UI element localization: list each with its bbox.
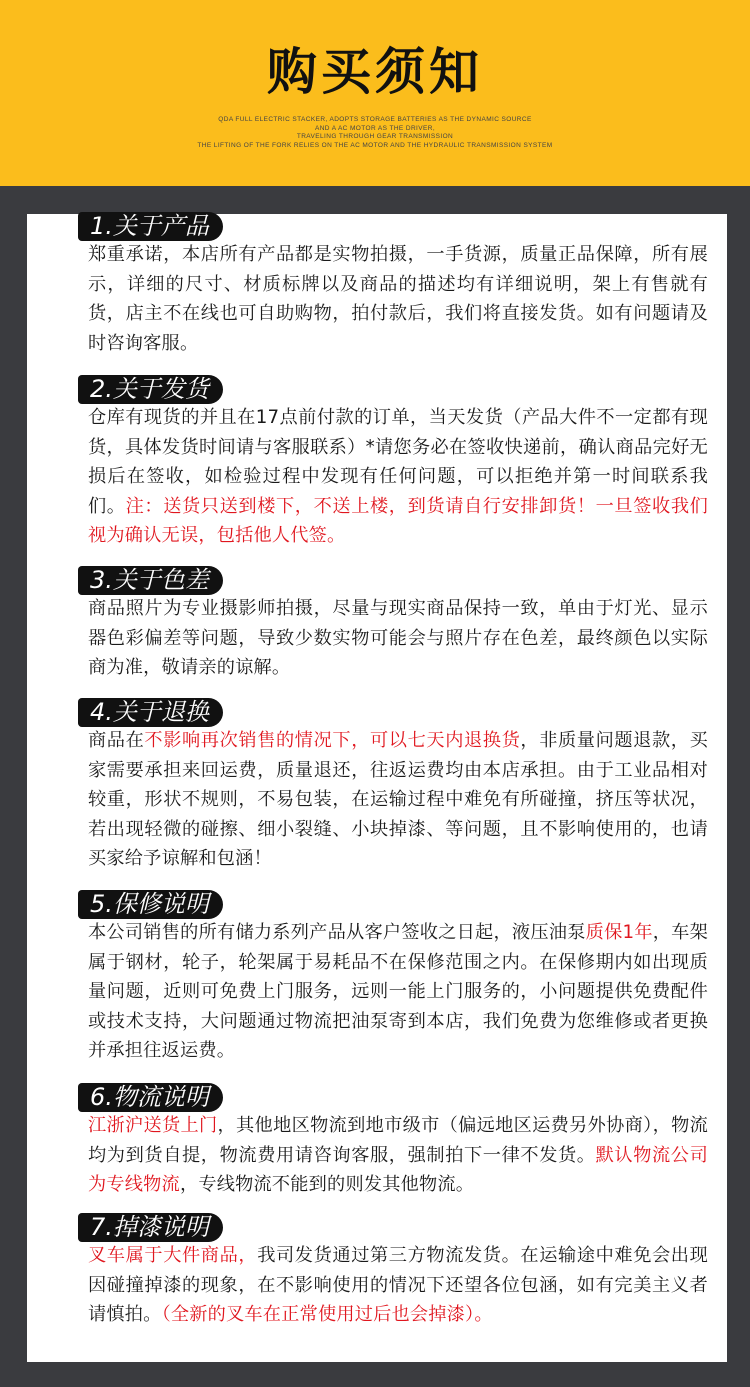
highlight-text: 注：送货只送到楼下，不送上楼，到货请自行安排卸货！一旦签收我们视为确认无误，包括他人代签。 xyxy=(88,495,709,546)
text-segment: 我司发货通过第三方物流发货。在运输途中难免会出现因碰撞掉漆的现象，在不影响使用的情况下还望各位包涵，如有完美主义者请慎拍。 xyxy=(88,1245,708,1325)
section-text xyxy=(88,726,708,874)
section-text xyxy=(88,1241,708,1330)
section-paint xyxy=(51,1213,708,1325)
text-segment: 商品在 xyxy=(88,730,145,751)
section-label: 1.关于产品 xyxy=(78,212,223,241)
section-label: 7.掉漆说明 xyxy=(78,1213,223,1242)
header-banner xyxy=(0,0,750,186)
section-shipping xyxy=(51,375,709,546)
header-subtitle xyxy=(0,116,750,150)
section-text xyxy=(88,918,708,1066)
text-segment: 商品照片为专业摄影师拍摄，尽量与现实商品保持一致，单由于灯光、显示器色彩偏差等问题，导致少数实物可能会与照片存在色差，最终颜色以实际商为准，敬请亲的谅解。 xyxy=(88,598,708,678)
section-text xyxy=(88,594,708,683)
section-product xyxy=(51,212,708,354)
highlight-text: 江浙沪送货上门 xyxy=(88,1115,218,1136)
subtitle-line: TRAVELING THROUGH GEAR TRANSMISSION xyxy=(296,133,454,140)
page-title: 购买须知 xyxy=(267,43,483,101)
text-segment: 郑重承诺，本店所有产品都是实物拍摄，一手货源，质量正品保障，所有展示，详细的尺寸、材质标牌以及商品的描述均有详细说明，架上有售就有货，店主不在线也可自助购物，拍付款后，我们将直接发货。如有问题请及时咨询客服。 xyxy=(88,244,708,354)
section-label: 5.保修说明 xyxy=(78,890,223,919)
highlight-text: 叉车属于大件商品， xyxy=(88,1245,258,1266)
subtitle-line: AND A AC MOTOR AS THE DRIVER, xyxy=(314,124,436,132)
section-text xyxy=(88,1111,708,1200)
text-segment: 仓库有现货的并且在17点前付款的订单，当天发货（产品大件不一定都有现货，具体发货时间请与客服联系）*请您务必在签收快递前，确认商品完好无损后在签收，如检验过程中发现有任何问题，可以拒绝并第一时间联系我们。 xyxy=(88,407,708,517)
section-text xyxy=(88,403,708,551)
subtitle-line: QDA FULL ELECTRIC STACKER, ADOPTS STORAGE BATTERIES AS THE DYNAMIC SOURCE xyxy=(218,116,532,123)
highlight-text: 默认物流公司为专线物流 xyxy=(88,1144,708,1195)
section-text xyxy=(88,240,708,358)
highlight-text: 不影响再次销售的情况下，可以七天内退换货 xyxy=(144,730,521,751)
text-segment: ，车架属于钢材，轮子，轮架属于易耗品不在保修范围之内。在保修期内如出现质量问题，近则可免费上门服务，远则一能上门服务的，小问题提供免费配件或技术支持，大问题通过物流把油泵寄到本店，我们免费为您维修或者更换并承担往返运费。 xyxy=(88,922,708,1061)
highlight-text: （全新的叉车在正常使用过后也会掉漆）。 xyxy=(161,1304,493,1325)
section-label: 2.关于发货 xyxy=(78,375,223,404)
section-warranty xyxy=(51,890,708,1061)
text-segment: ，其他地区物流到地市级市（偏远地区运费另外协商），物流均为到货自提，物流费用请咨询客服，强制拍下一律不发货。 xyxy=(88,1115,708,1166)
text-segment: ，非质量问题退款，买家需要承担来回运费，质量退还，往返运费均由本店承担。由于工业品相对较重，形状不规则，不易包装，在运输过程中难免有所碰撞，挤压等状况，若出现轻微的碰擦、细小裂缝、小块掉漆、等问题，且不影响使用的，也请买家给予谅解和包涵！ xyxy=(88,730,708,869)
highlight-text: 质保1年 xyxy=(585,922,653,943)
subtitle-line: THE LIFTING OF THE FORK RELIES ON THE AC MOTOR AND THE HYDRAULIC TRANSMISSION SYSTEM xyxy=(197,141,553,149)
section-label: 6.物流说明 xyxy=(78,1083,223,1112)
section-logistics xyxy=(51,1083,708,1195)
section-color xyxy=(51,566,708,678)
text-segment: 本公司销售的所有储力系列产品从客户签收之日起，液压油泵 xyxy=(88,922,586,943)
section-returns xyxy=(51,698,708,869)
section-label: 3.关于色差 xyxy=(78,566,223,595)
section-label: 4.关于退换 xyxy=(78,698,223,727)
text-segment: ，专线物流不能到的则发其他物流。 xyxy=(179,1174,475,1195)
